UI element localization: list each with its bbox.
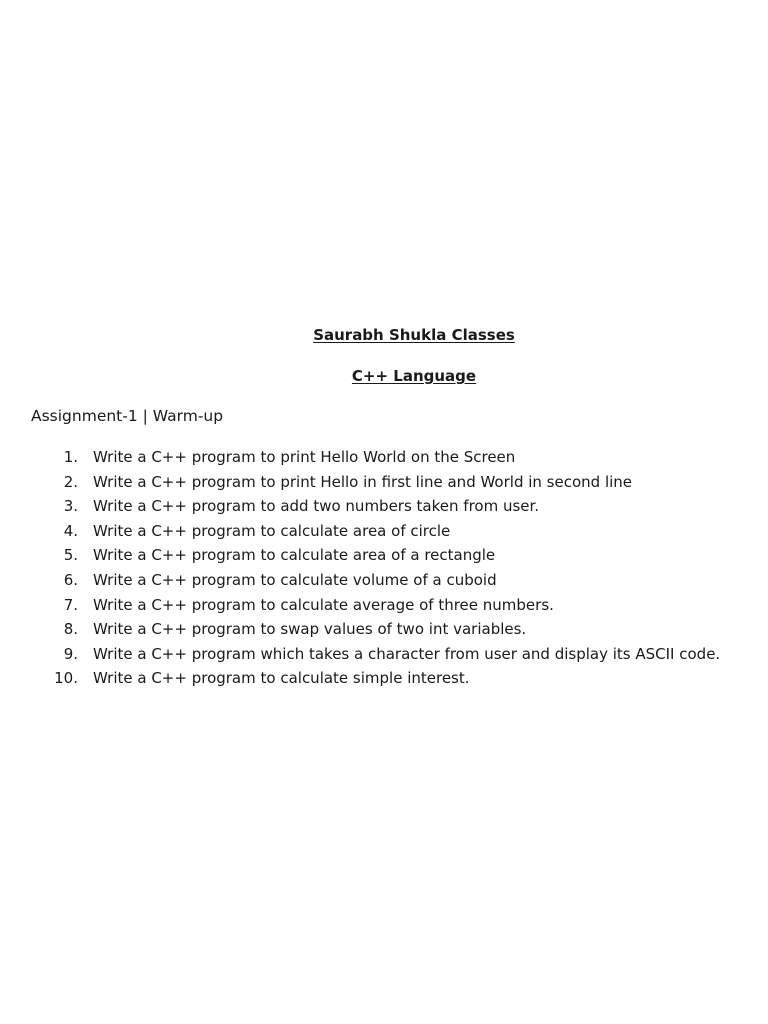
question-number: 3. xyxy=(63,497,78,516)
school-title: Saurabh Shukla Classes xyxy=(313,326,515,344)
question-text: Write a C++ program to calculate area of circle xyxy=(93,521,451,540)
question-number: 6. xyxy=(63,570,78,589)
question-text: Write a C++ program to print Hello in first line and World in second line xyxy=(93,472,633,491)
question-text: Write a C++ program to print Hello World on the Screen xyxy=(93,448,516,466)
question-text: Write a C++ program to swap values of two int variables. xyxy=(93,620,527,639)
question-number: 9. xyxy=(63,644,78,663)
question-text: Write a C++ program to calculate simple interest. xyxy=(93,669,470,688)
question-number: 2. xyxy=(63,472,78,491)
question-text: Write a C++ program to calculate average of three numbers. xyxy=(93,595,554,614)
question-number: 10. xyxy=(54,669,78,688)
question-number: 7. xyxy=(63,595,78,614)
question-text: Write a C++ program to calculate volume of a cuboid xyxy=(93,570,497,589)
assignment-heading: Assignment-1 | Warm-up xyxy=(31,407,224,425)
question-text: Write a C++ program to calculate area of a rectangle xyxy=(93,546,496,565)
question-text: Write a C++ program to add two numbers taken from user. xyxy=(93,497,540,516)
question-number: 8. xyxy=(63,620,78,639)
question-number: 1. xyxy=(63,448,78,466)
question-number: 4. xyxy=(63,521,78,540)
question-number: 5. xyxy=(63,546,78,565)
question-text: Write a C++ program which takes a character from user and display its ASCII code. xyxy=(93,644,721,663)
language-title: C++ Language xyxy=(351,367,477,385)
